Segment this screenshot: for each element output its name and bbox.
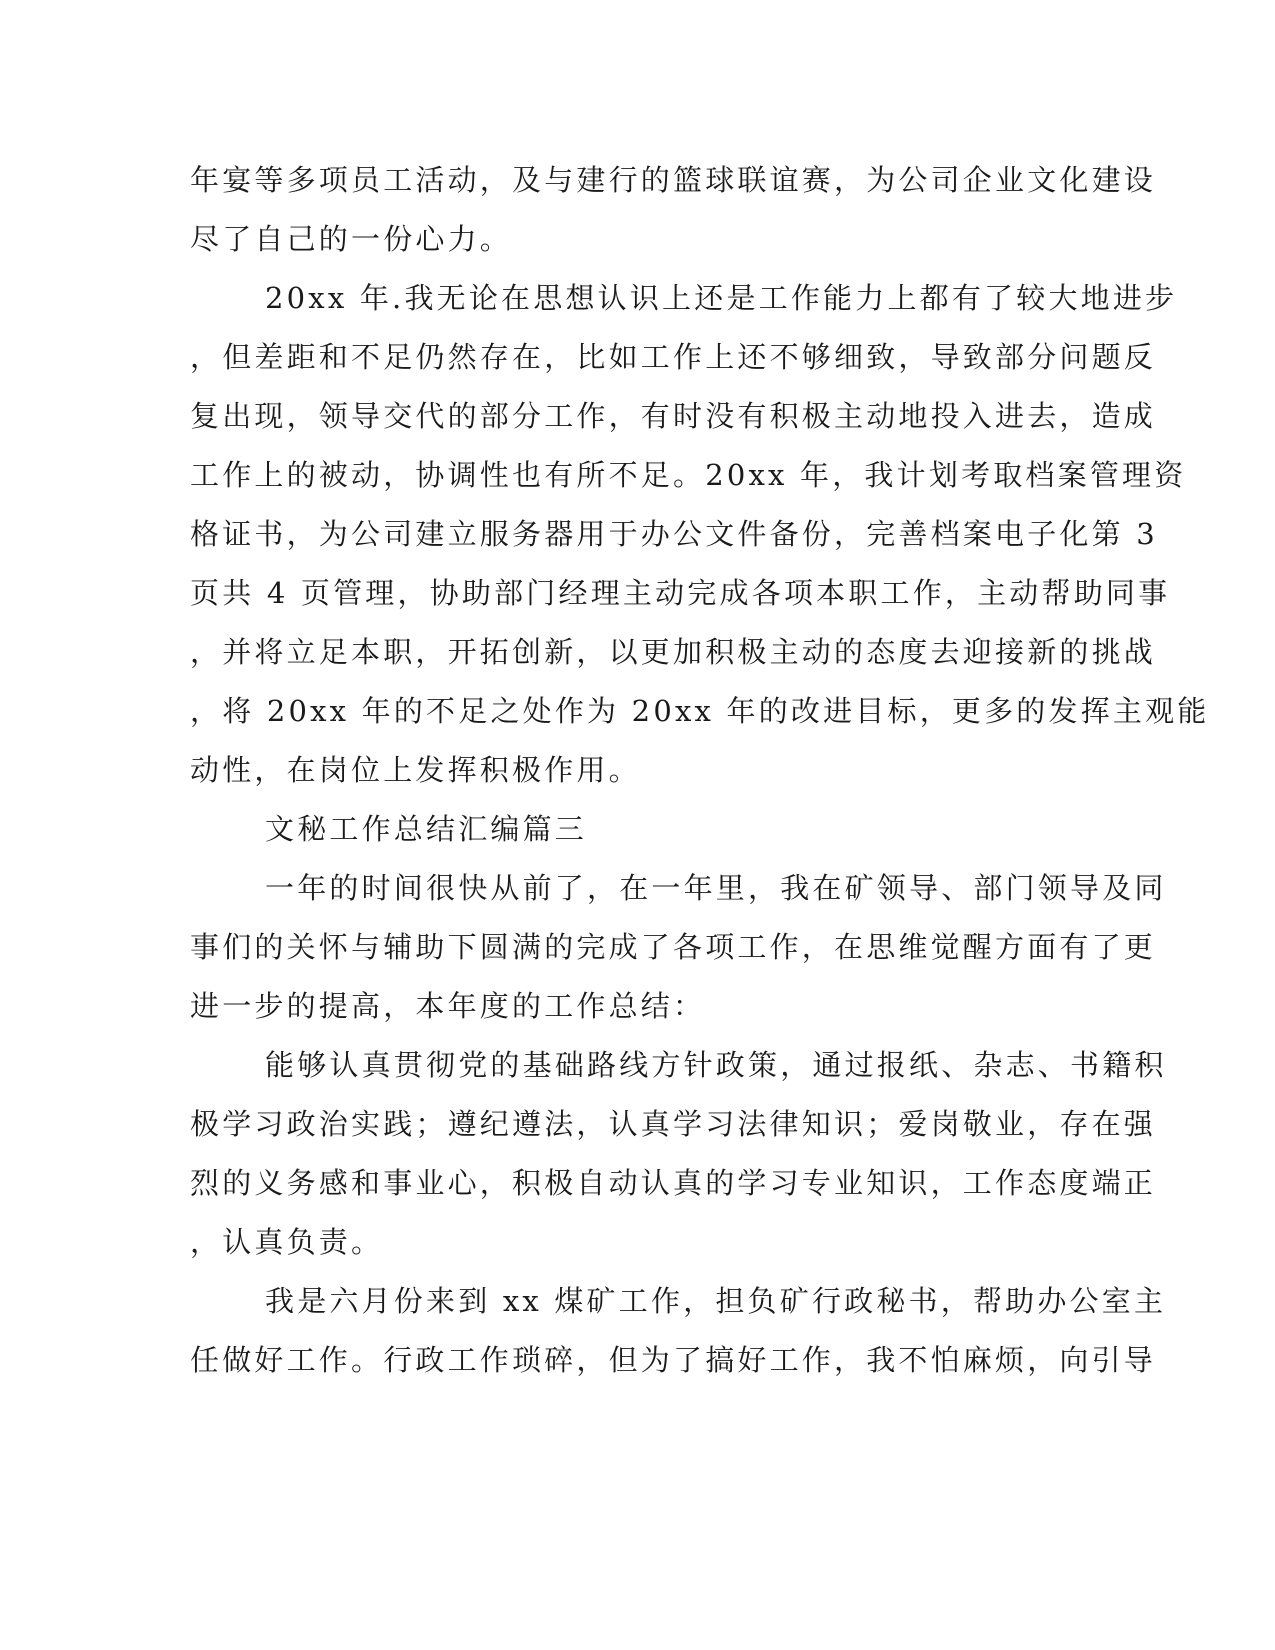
text-line: 年宴等多项员工活动，及与建行的篮球联谊赛，为公司企业文化建设 (190, 163, 1157, 197)
text-line: 能够认真贯彻党的基础路线方针政策，通过报纸、杂志、书籍积 (265, 1048, 1167, 1082)
text-line: 事们的关怀与辅助下圆满的完成了各项工作，在思维觉醒方面有了更 (190, 930, 1157, 964)
text-line: ，并将立足本职，开拓创新，以更加积极主动的态度去迎接新的挑战 (190, 635, 1157, 669)
text-line: 烈的义务感和事业心，积极自动认真的学习专业知识，工作态度端正 (190, 1166, 1157, 1200)
section-heading: 文秘工作总结汇编篇三 (265, 812, 588, 846)
text-line: ，但差距和不足仍然存在，比如工作上还不够细致，导致部分问题反 (190, 340, 1157, 374)
text-line: 尽了自己的一份心力。 (190, 222, 513, 256)
text-line: 页共 4 页管理，协助部门经理主动完成各项本职工作，主动帮助同事 (190, 576, 1171, 610)
text-line: 动性，在岗位上发挥积极作用。 (190, 753, 641, 787)
text-line: 一年的时间很快从前了，在一年里，我在矿领导、部门领导及同 (265, 871, 1167, 905)
text-line: 复出现，领导交代的部分工作，有时没有积极主动地投入进去，造成 (190, 399, 1157, 433)
text-line: ，将 20xx 年的不足之处作为 20xx 年的改进目标，更多的发挥主观能 (190, 694, 1210, 728)
text-line: 20xx 年.我无论在思想认识上还是工作能力上都有了较大地进步 (265, 281, 1178, 315)
text-line: 任做好工作。行政工作琐碎，但为了搞好工作，我不怕麻烦，向引导 (190, 1343, 1157, 1377)
text-line: ，认真负责。 (190, 1225, 384, 1259)
text-line: 极学习政治实践；遵纪遵法，认真学习法律知识；爱岗敬业，存在强 (190, 1107, 1157, 1141)
text-line: 格证书，为公司建立服务器用于办公文件备份，完善档案电子化第 3 (190, 517, 1158, 551)
text-line: 工作上的被动，协调性也有所不足。20xx 年，我计划考取档案管理资 (190, 458, 1187, 492)
text-line: 我是六月份来到 xx 煤矿工作，担负矿行政秘书，帮助办公室主 (265, 1284, 1167, 1318)
text-line: 进一步的提高，本年度的工作总结： (190, 989, 706, 1023)
